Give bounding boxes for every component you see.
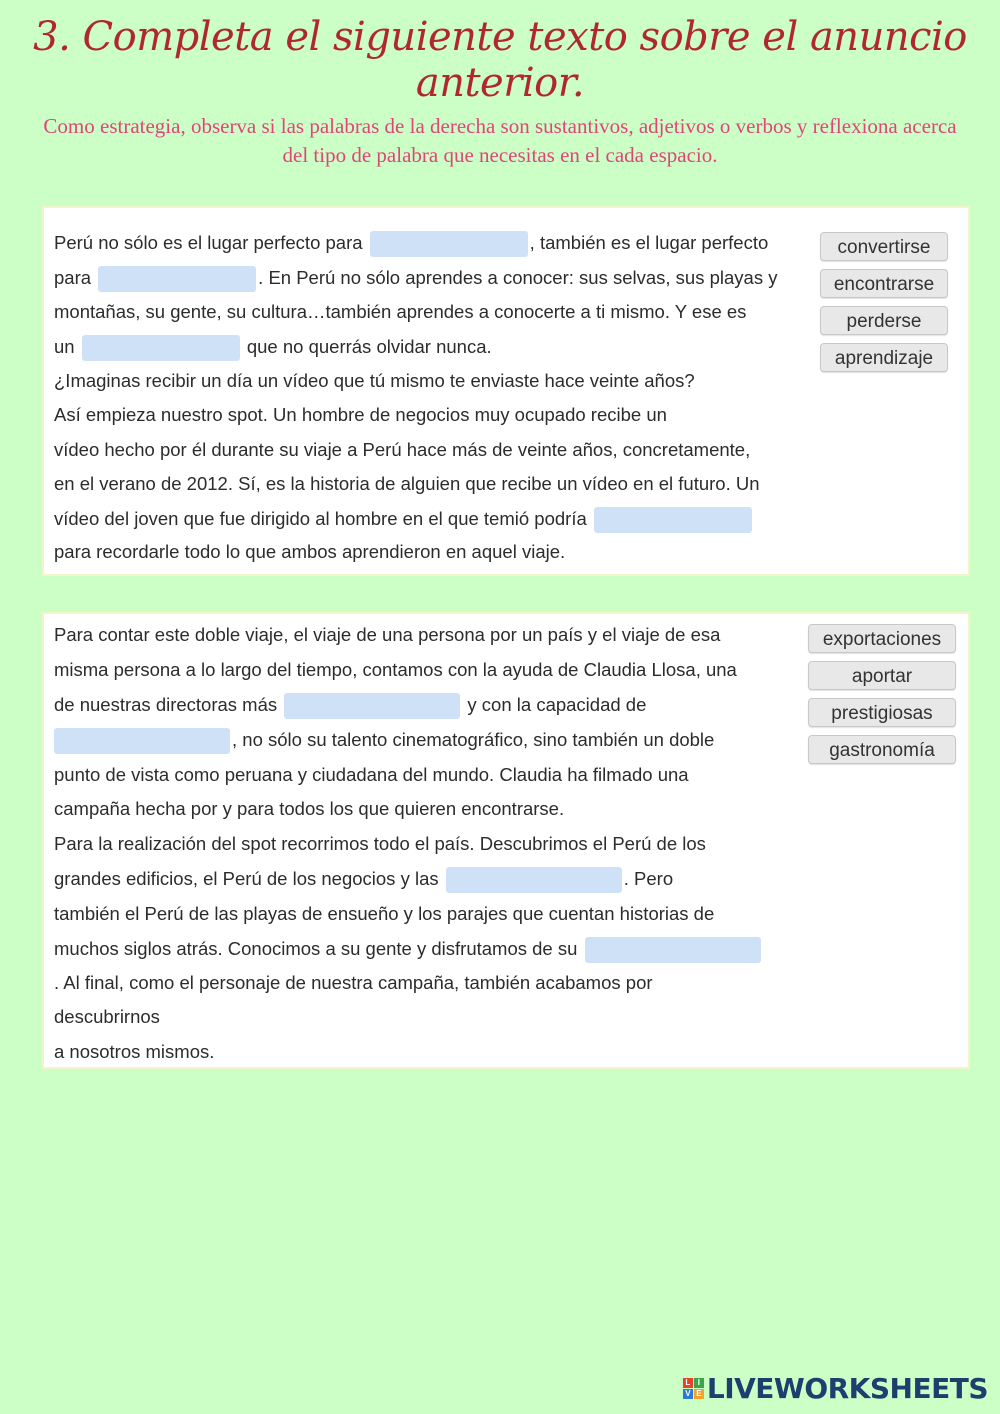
word-option-gastronomia[interactable]: gastronomía bbox=[808, 735, 956, 764]
text-line: punto de vista como peruana y ciudadana del mundo. Claudia ha filmado una bbox=[54, 764, 689, 785]
logo-letter: E bbox=[694, 1389, 704, 1399]
worksheet-title: 3. Completa el siguiente texto sobre el anuncio anterior. bbox=[33, 14, 967, 106]
text-line: campaña hecha por y para todos los que quieren encontrarse. bbox=[54, 798, 565, 819]
answer-blank-4[interactable] bbox=[594, 507, 752, 533]
text-line: vídeo hecho por él durante su viaje a Perú hace más de veinte años, concretamente, bbox=[54, 439, 751, 460]
text-line: vídeo del joven que fue dirigido al hombre en el que temió podría bbox=[54, 504, 754, 534]
text-line: a nosotros mismos. bbox=[54, 1041, 215, 1062]
liveworksheets-brand bbox=[683, 1370, 988, 1406]
text-line: , no sólo su talento cinematográfico, sino también un doble bbox=[54, 725, 714, 755]
text-line: un que no querrás olvidar nunca. bbox=[54, 332, 492, 362]
answer-blank-7[interactable] bbox=[446, 867, 622, 893]
logo-letter: L bbox=[683, 1378, 693, 1388]
answer-blank-6[interactable] bbox=[54, 728, 230, 754]
text-line: . Al final, como el personaje de nuestra campaña, también acabamos por bbox=[54, 972, 653, 993]
word-option-exportaciones[interactable]: exportaciones bbox=[808, 624, 956, 653]
word-option-encontrarse[interactable]: encontrarse bbox=[820, 269, 948, 298]
text-line: para . En Perú no sólo aprendes a conocer: sus selvas, sus playas y bbox=[54, 263, 777, 293]
text-line: también el Perú de las playas de ensueño y los parajes que cuentan historias de bbox=[54, 903, 715, 924]
answer-blank-1[interactable] bbox=[370, 231, 528, 257]
word-option-perderse[interactable]: perderse bbox=[820, 306, 948, 335]
answer-blank-3[interactable] bbox=[82, 335, 240, 361]
answer-blank-5[interactable] bbox=[284, 693, 460, 719]
word-option-aprendizaje[interactable]: aprendizaje bbox=[820, 343, 948, 372]
text-line: grandes edificios, el Perú de los negocios y las . Pero bbox=[54, 864, 673, 894]
text-line: misma persona a lo largo del tiempo, contamos con la ayuda de Claudia Llosa, una bbox=[54, 659, 737, 680]
word-option-aportar[interactable]: aportar bbox=[808, 661, 956, 690]
logo-letter: I bbox=[694, 1378, 704, 1388]
word-option-convertirse[interactable]: convertirse bbox=[820, 232, 948, 261]
text-line: montañas, su gente, su cultura…también aprendes a conocerte a ti mismo. Y ese es bbox=[54, 301, 747, 322]
answer-blank-8[interactable] bbox=[585, 937, 761, 963]
answer-blank-2[interactable] bbox=[98, 266, 256, 292]
exercise-1-panel bbox=[42, 206, 970, 576]
text-line: para recordarle todo lo que ambos aprendieron en aquel viaje. bbox=[54, 541, 566, 562]
worksheet-instructions: Como estrategia, observa si las palabras de la derecha son sustantivos, adjetivos o verbos y reflexiona acerca del tipo de palabra que necesitas en el cada espacio. bbox=[43, 114, 957, 167]
text-line: descubrirnos bbox=[54, 1006, 160, 1027]
text-line: de nuestras directoras más y con la capacidad de bbox=[54, 690, 646, 720]
word-option-prestigiosas[interactable]: prestigiosas bbox=[808, 698, 956, 727]
text-line: muchos siglos atrás. Conocimos a su gente y disfrutamos de su bbox=[54, 934, 763, 964]
brand-name: LIVEWORKSHEETS bbox=[706, 1371, 988, 1405]
text-line: Perú no sólo es el lugar perfecto para , también es el lugar perfecto bbox=[54, 228, 768, 258]
text-line: Así empieza nuestro spot. Un hombre de negocios muy ocupado recibe un bbox=[54, 404, 667, 425]
text-line: Para la realización del spot recorrimos todo el país. Descubrimos el Perú de los bbox=[54, 833, 706, 854]
text-line: en el verano de 2012. Sí, es la historia de alguien que recibe un vídeo en el futuro. Un bbox=[54, 473, 760, 494]
logo-letter: V bbox=[683, 1389, 693, 1399]
exercise-2-panel bbox=[42, 612, 970, 1069]
text-line: ¿Imaginas recibir un día un vídeo que tú mismo te enviaste hace veinte años? bbox=[54, 370, 695, 391]
text-line: Para contar este doble viaje, el viaje de una persona por un país y el viaje de esa bbox=[54, 624, 721, 645]
liveworksheets-logo-icon bbox=[683, 1378, 704, 1399]
